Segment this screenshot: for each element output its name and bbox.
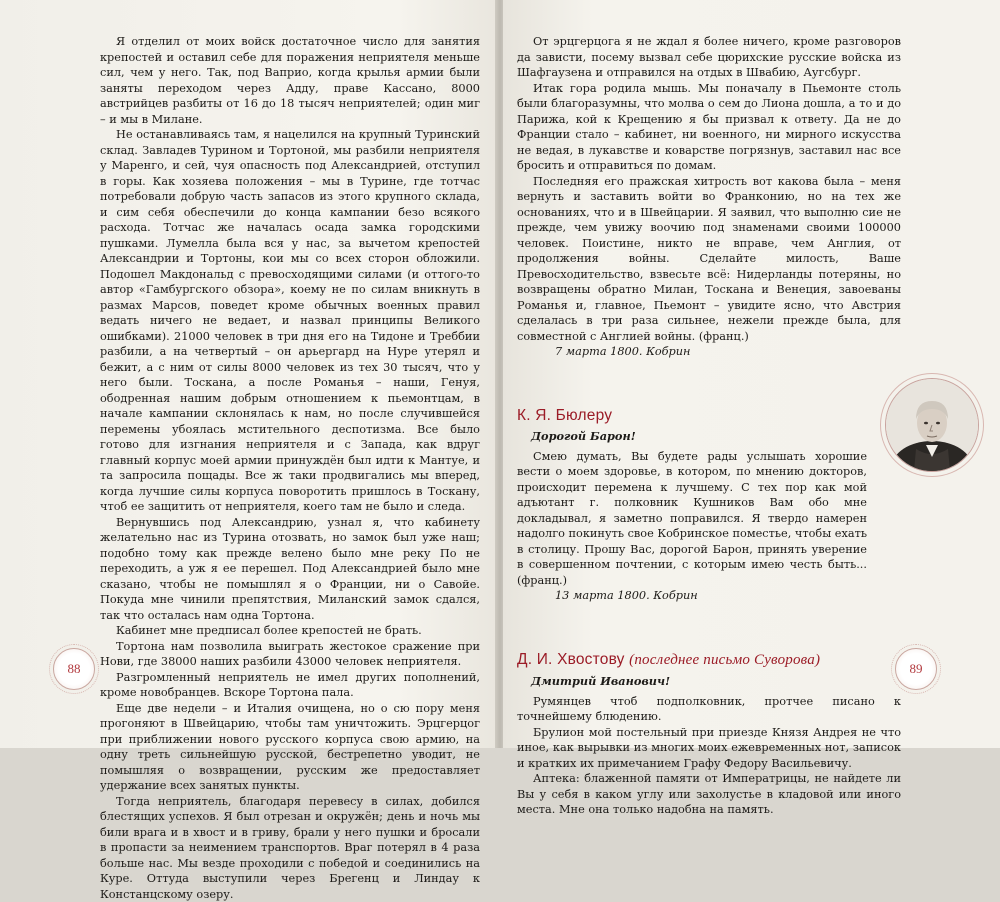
- left-page: [0, 0, 497, 748]
- right-page: [503, 0, 1000, 748]
- paragraph: Смею думать, Вы будете рады услышать хорошие вести о моем здоровье, в котором, по мнению докторов, происходит перемена к лучшему. С тех пор как мой адъютант г. полковник Кушников Вам обо мне докладывал, я заметно поправился. Я твердо намерен надолго покинуть свое Кобринское поместье, чтобы ехать в столицу. Прошу Вас, дорогой Барон, принять уверение в совершенном почтении, с которым имею честь быть... (франц.): [517, 449, 867, 589]
- portrait-medallion: [885, 378, 979, 472]
- letter-heading-khvostov: [517, 652, 901, 669]
- letter-date-signature: 7 марта 1800. Кобрин: [517, 344, 901, 360]
- paragraph: Не останавливаясь там, я нацелился на крупный Туринский склад. Завладев Турином и Тортоной, мы разбили неприятеля у Маренго, и сей, чуя опасность под Александрией, отступил в горы. Как хозяева положения – мы в Турине, где тотчас потребовали добрую часть запасов из этого крупного склада, и сим себя обеспечили до конца кампании безо всякого расхода. Тотчас же началась осада замка городскими пушками. Лумелла была вся у нас, за вычетом крепостей Александрии и Тортоны, кои мы со всех сторон обложили. Подошел Макдональд с превосходящими силами (и оттого-то автор «Гамбургского обзора», коему не по силам вникнуть в размах Марсов, поведет кроме обычных военных правил ведать ничего не ведает, и назвал принципы Великого ошибками). 21000 человек в три дня его на Тидоне и Треббии разбили, а на четвертый – он арьергард на Нуре утерял и бежит, а с ним от силы 8000 человек из тех 30 тысяч, что у него были. Тоскана, а после Романья – наши, Генуя, ободренная нашим добрым отношением к пьемонтцам, в начале кампании склонялась к нам, но после случившейся перемены убоялась мстительного деспотизма. Все было готово для изгнания неприятеля и с Запада, как вдруг главный корпус моей армии принуждён был идти к Мантуе, и та запросила пощады. Все ж таки продвигались мы вперед, когда лучшие силы корпуса поворотить пришлось в Тоскану, чтоб ее защитить от неприятеля, коего там не было и следа.: [100, 127, 480, 515]
- section-spacer: [517, 360, 901, 408]
- paragraph: Последняя его пражская хитрость вот какова была – меня вернуть и заставить войти во Франконию, но на тех же основаниях, что и в Швейцарии. Я заявил, что выполню сие не прежде, чем увижу воочию под знаменами своими 100000 человек. Поистине, никто не вправе, чем Англия, от продолжения войны. Сделайте милость, Ваше Превосходительство, взвесьте всё: Нидерланды потеряны, но возвращены обратно Милан, Тоскана и Венеция, завоеваны Романья и, главное, Пьемонт – увидите ясно, что Австрия сделалась в три раза сильнее, нежели прежде была, для совместной с Англией войны. (франц.): [517, 174, 901, 345]
- paragraph: Вернувшись под Александрию, узнал я, что кабинету желательно нас из Турина отозвать, но замок был уже наш; подобно тому как прежде велено было мне реку По не переходить, а уж я ее перешел. Под Александрией было мне сказано, чтобы не помышлял я о Франции, ни о Савойе. Покуда мне чинили препятствия, Миланский замок сдался, так что осталась нам одна Тортона.: [100, 515, 480, 624]
- paragraph: Еще две недели – и Италия очищена, но о сю пору меня прогоняют в Швейцарию, чтобы там уничтожить. Эрцгерцог при приближении нового русского корпуса свою армию, на одну треть сильнейшую русской, бестрепетно уводит, не помышляя о возвращении, русским же предоставляет удержание всех занятых пункты.: [100, 701, 480, 794]
- page-number-left: 88: [53, 648, 95, 690]
- paragraph: Аптека: блаженной памяти от Императрицы, не найдете ли Вы у себя в каком углу или захолустье в кладовой или иного места. Мне она только надобна на память.: [517, 771, 901, 818]
- letter-heading-buhler: [517, 408, 901, 424]
- letter-salutation: Дорогой Барон!: [531, 429, 867, 445]
- letter-date-signature: 13 марта 1800. Кобрин: [517, 588, 867, 604]
- letter-heading-text: Д. И. Хвостову: [517, 651, 625, 668]
- letter-heading-text: К. Я. Бюлеру: [517, 407, 612, 424]
- paragraph: Кабинет мне предписал более крепостей не брать.: [100, 623, 480, 639]
- paragraph: Я отделил от моих войск достаточное число для занятия крепостей и оставил себе для поражения неприятеля меньше сил, чем у него. Так, под Ваприо, когда крылья армии были заняты переходом через Адду, праве Кассано, 8000 австрийцев разбиты от 16 до 18 тысяч неприятелей; один миг – и мы в Милане.: [100, 34, 480, 127]
- paragraph: Брулион мой постельный при приезде Князя Андрея не что иное, как вырывки из многих моих ежевременных нот, записок и кратких их примечанием Графу Федору Васильевичу.: [517, 725, 901, 772]
- paragraph: Тогда неприятель, благодаря перевесу в силах, добился блестящих успехов. Я был отрезан и окружён; день и ночь мы били врага и в хвост и в гриву, брали у него пушки и бросали в пропасти за неимением транспортов. Враг потерял в 4 раза больше нас. Мы везде проходили с победой и соединились на Куре. Оттуда выступили через Брегенц и Линдау к Констанцскому озеру.: [100, 794, 480, 902]
- portrait-icon: [886, 379, 978, 471]
- section-spacer: [517, 604, 901, 652]
- letter-body-wrapper: [517, 429, 867, 604]
- right-text-column: [517, 34, 901, 818]
- paragraph: Румянцев чтоб подполковник, протчее писано к точнейшему блюдению.: [517, 694, 901, 725]
- paragraph: Тортона нам позволила выиграть жестокое сражение при Нови, где 38000 наших разбили 43000 человек неприятеля.: [100, 639, 480, 670]
- paragraph: Итак гора родила мышь. Мы поначалу в Пьемонте столь были благоразумны, что молва о сем до Лиона дошла, а то и до Парижа, кой к Крещению я бы призвал к ответу. Да не до Франции стало – кабинет, ни военного, ни мирного искусства не ведая, в лукавстве и коварстве погрязнув, заставил нас все бросить и отправиться по домам.: [517, 81, 901, 174]
- letter-salutation: Дмитрий Иванович!: [531, 674, 901, 690]
- left-text-column: [100, 34, 480, 902]
- page-number-right: 89: [895, 648, 937, 690]
- paragraph: От эрцгерцога я не ждал я более ничего, кроме разговоров да зависти, посему вызвал себе цюрихские русские войска из Шафгаузена и отправился на отдых в Швабию, Аугсбург.: [517, 34, 901, 81]
- paragraph: Разгромленный неприятель не имел других пополнений, кроме новобранцев. Вскоре Тортона пала.: [100, 670, 480, 701]
- letter-heading-note: (последнее письмо Суворова): [629, 652, 820, 668]
